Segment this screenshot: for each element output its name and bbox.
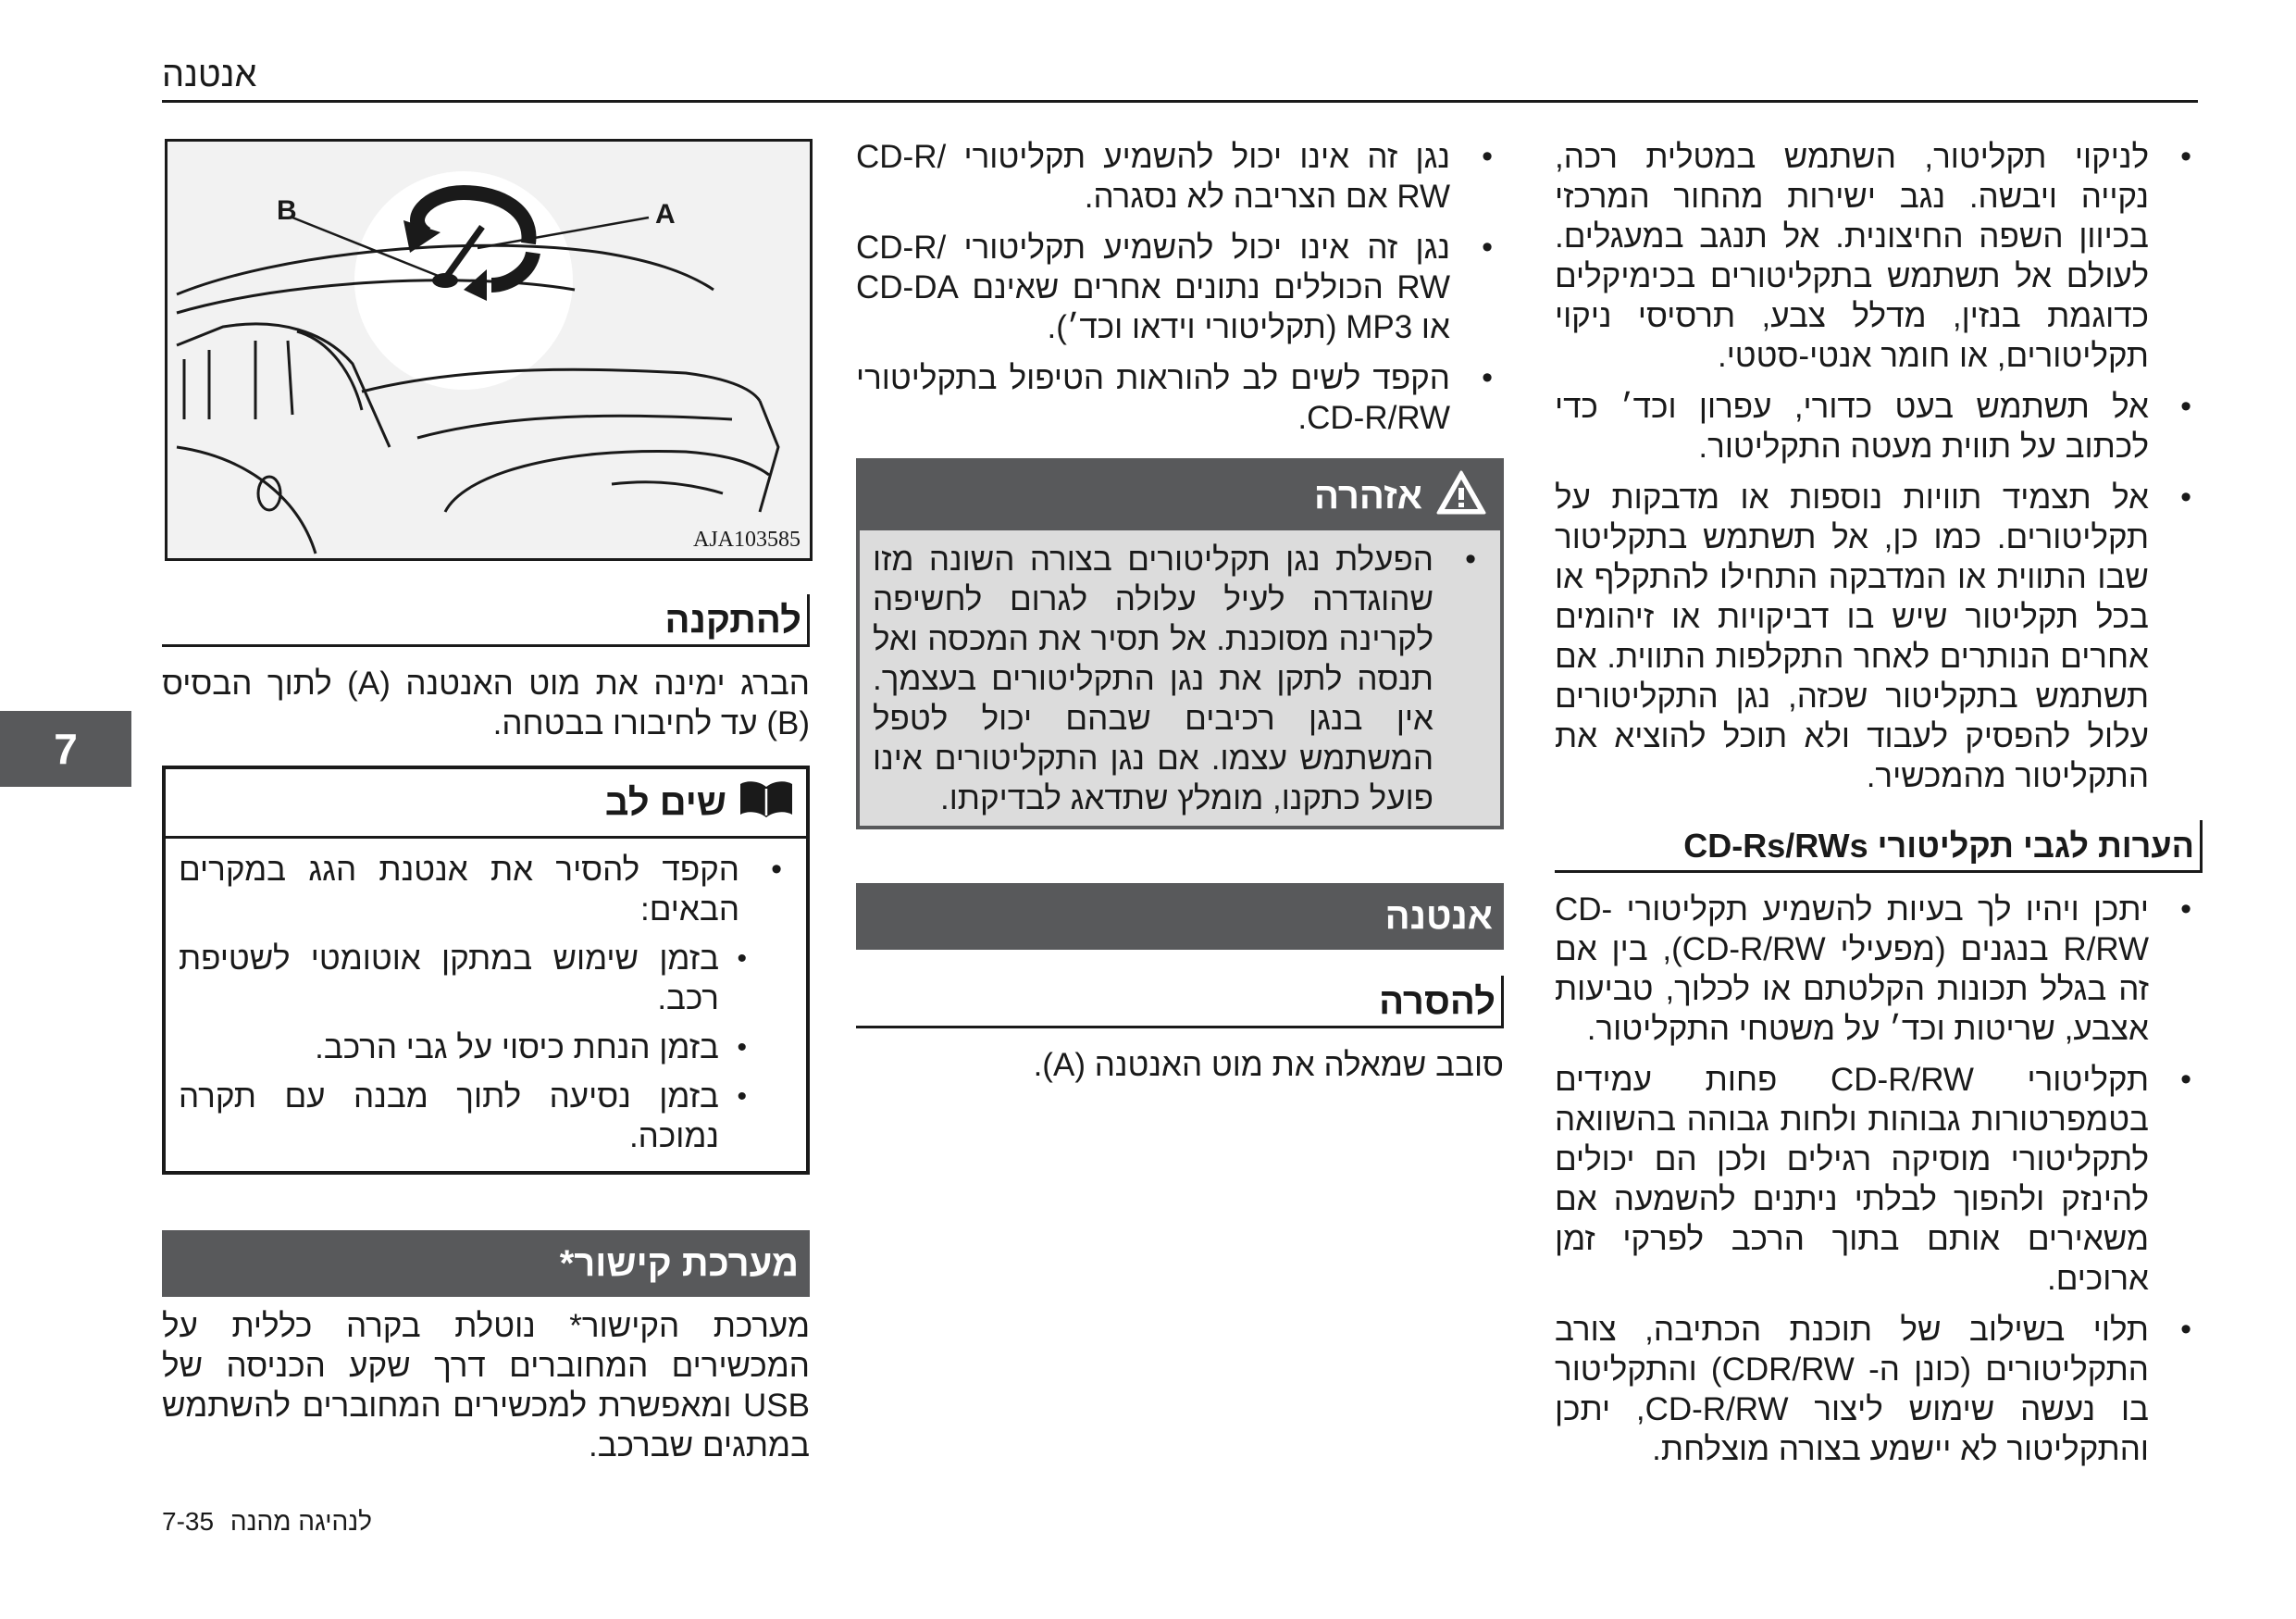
header-divider [162,100,2198,103]
install-heading: להתקנה [162,594,810,647]
right-column [1555,137,2203,1480]
link-system-text: מערכת הקישור* נוטלת בקרה כללית על המכשירים המחוברים דרך שקע הכניסה של USB ומאפשרת למכשירים המחוברים להשתמש במתגים שברכב. [162,1308,810,1463]
antenna-section-banner: אנטנה [856,883,1504,950]
cdrw-notes-heading: הערות לגבי תקליטורי CD-Rs/RWs [1555,820,2203,873]
list-item: • הקפד לשים לב להוראות הטיפול בתקליטורי CD-R/RW. [856,358,1504,438]
removal-heading: להסרה [856,976,1504,1028]
warning-title: אזהרה [1313,475,1422,517]
note-intro: הקפד להסיר את אנטנת הגג במקרים הבאים: [179,852,739,928]
list-item: • בזמן הנחת כיסוי על גבי הרכב. [179,1027,793,1067]
car-rear-antenna-drawing [168,142,810,558]
page-footer [162,1507,372,1537]
list-item: • בזמן נסיעה לתוך מבנה עם תקרה נמוכה. [179,1077,793,1156]
list-item: • תקליטורי CD-R/RW פחות עמידים בטמפרטורות גבוהות ולחות גבוהה בהשוואה לתקליטורי מוסיקה רגילים ולכן הם יכולים להינזק ולהפוך לבלתי ניתנים להשמעה אם משאירים אותם בתוך הרכב לפרקי זמן ארוכים. [1555,1060,2203,1299]
middle-column [856,137,1504,1085]
list-item: • נגן זה אינו יכול להשמיע תקליטורי CD-R/ RW הכוללים נתונים אחרים שאינם CD-DA או MP3 (תקליטורי וידאו וכד׳). [856,228,1504,347]
antenna-illustration [165,139,813,561]
figure-code: AJA103585 [692,528,800,552]
open-book-icon [738,778,795,828]
footer-section: לנהיגה מהנה [230,1507,373,1536]
link-system-banner: מערכת קישור* [162,1230,810,1297]
list-item: • לניקוי תקליטור, השתמש במטלית רכה, נקייה ויבשה. נגב ישירות מהחור המרכזי בכיוון השפה החיצונית. אל תנגב במעגלים. לעולם אל תשתמש בתקליטורים בכימיקלים כדוגמת בנזין, מדלל צבע, תרסיסי ניקוי תקליטורים, או חומר אנטי-סטטי. [1555,137,2203,376]
figure-label-b: B [277,195,297,226]
warning-box [856,458,1504,829]
install-text: הברג ימינה את מוט האנטנה (A) לתוך הבסיס (B) עד לחיבורו בבטחה. [162,666,810,741]
removal-text: סובב שמאלה את מוט האנטנה (A). [1033,1047,1504,1083]
player-limits-list [856,137,1504,438]
cdrw-notes-list [1555,890,2203,1469]
chapter-tab: 7 [0,711,131,787]
page-header-title: אנטנה [162,56,257,94]
warning-triangle-icon [1435,469,1487,524]
figure-label-a: A [655,199,676,230]
list-item: • אל תצמיד תוויות נוספות או מדבקות על תקליטורים. כמו כן, אל תשתמש בתקליטור שבו התווית או המדבקה התחילו להתקלף או בכל תקליטור שיש בו דביקויות או זיהומים אחרים הנותרים לאחר התקלפות התווית. אם תשתמש בתקליטור שכזה, נגן התקליטורים עלול להפסיק לעבוד ולא תוכל להוציא את התקליטור מהמכשיר. [1555,478,2203,796]
list-item: • אל תשתמש בעט כדורי, עפרון וכד׳ כדי לכתוב על תווית מעטה התקליטור. [1555,387,2203,467]
note-title: שים לב [604,781,726,823]
list-item: • תלוי בשילוב של תוכנת הכתיבה, צורב התקליטורים (כונן ה- CDR/RW) והתקליטור בו נעשה שימוש ליצור CD-R/RW, יתכן והתקליטור לא יישמע בצורה מוצלחת. [1555,1310,2203,1469]
warning-text: • הפעלת נגן תקליטורים בצורה השונה מזו שהוגדרה לעיל עלולה לגרום לחשיפה לקרינה מסוכנת. אל תסיר את המכסה ואל תנסה לתקן את נגן התקליטורים בעצמך. אין בנגן רכיבים שבהם יכול לטפל המשתמש עצמו. אם נגן התקליטורים אינו פועל כתקנו, מומלץ שתדאג לבדיקתו. [873,540,1487,818]
list-item: • נגן זה אינו יכול להשמיע תקליטורי CD-R/ RW אם הצריבה לא נסגרה. [856,137,1504,217]
left-column [162,572,810,1465]
warning-header [860,462,1500,530]
list-item: • יתכן ויהיו לך בעיות להשמיע תקליטורי CD-R/RW בנגנים (מפעילי CD-R/RW), בין אם זה בגלל תכונות הקלטתם או לכלוך, טביעות אצבע, שריטות וכד׳ על משטחי התקליטור. [1555,890,2203,1049]
list-item: • בזמן שימוש במתקן אוטומטי לשטיפת רכב. [179,939,793,1018]
note-header [166,769,806,839]
footer-page-number: 7-35 [162,1507,215,1536]
cd-care-list [1555,137,2203,796]
list-item [179,850,793,929]
note-box [162,766,810,1175]
note-sub-list [179,939,793,1156]
